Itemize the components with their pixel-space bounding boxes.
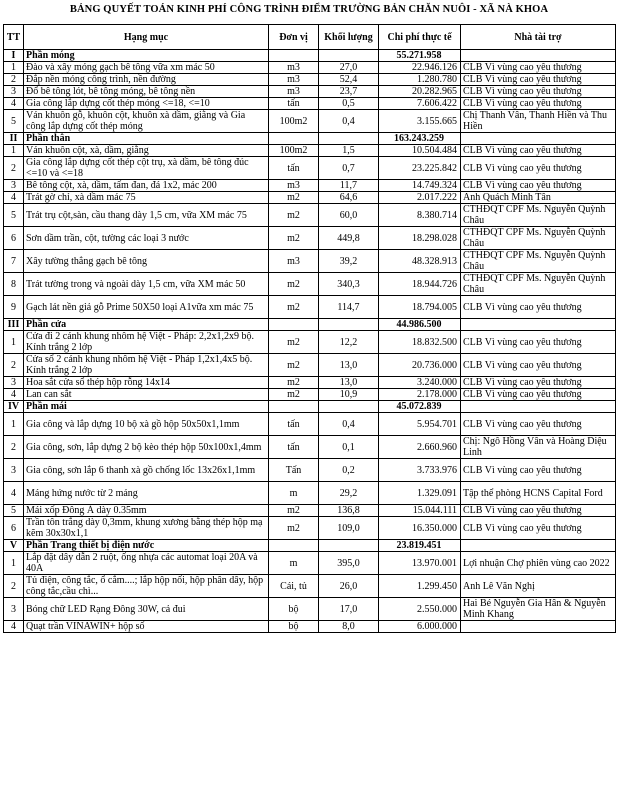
row-sponsor: Anh Lê Văn Nghị xyxy=(461,575,616,598)
table-row xyxy=(4,250,616,273)
section-total: 163.243.259 xyxy=(379,133,461,145)
row-number: 1 xyxy=(4,413,24,436)
section-total: 55.271.958 xyxy=(379,50,461,62)
row-unit: bộ xyxy=(269,598,319,621)
row-cost: 18.298.028 xyxy=(379,227,461,250)
row-number: 3 xyxy=(4,377,24,389)
row-sponsor: CLB Vì vùng cao yêu thương xyxy=(461,157,616,180)
section-title: Phần thân xyxy=(24,133,269,145)
row-unit: m2 xyxy=(269,296,319,319)
table-row xyxy=(4,74,616,86)
row-number: 1 xyxy=(4,62,24,74)
row-quantity: 60,0 xyxy=(319,204,379,227)
section-number: II xyxy=(4,133,24,145)
row-number: 4 xyxy=(4,389,24,401)
row-number: 3 xyxy=(4,180,24,192)
row-cost: 2.550.000 xyxy=(379,598,461,621)
row-quantity: 26,0 xyxy=(319,575,379,598)
row-cost: 5.954.701 xyxy=(379,413,461,436)
row-sponsor: CLB Vì vùng cao yêu thương xyxy=(461,62,616,74)
row-quantity: 0,2 xyxy=(319,459,379,482)
row-item: Lan can sắt xyxy=(24,389,269,401)
document-title: BẢNG QUYẾT TOÁN KINH PHÍ CÔNG TRÌNH ĐIỂM TRƯỜNG BẢN CHĂN NUÔI - XÃ NÀ KHOA xyxy=(69,4,549,15)
row-item: Lắp đặt dây dẫn 2 ruột, ống nhựa các automat loại 20A và 40A xyxy=(24,552,269,575)
row-number: 4 xyxy=(4,621,24,633)
row-item: Gia công lắp dựng cốt thép cột trụ, xà dầm, bê tông đúc <=10 và <=18 xyxy=(24,157,269,180)
row-item: Trát trụ cột,sàn, cầu thang dày 1,5 cm, vữa XM mác 75 xyxy=(24,204,269,227)
section-title: Phần Trang thiết bị điện nước xyxy=(24,540,269,552)
row-unit: 100m2 xyxy=(269,145,319,157)
row-sponsor: CLB Vì vùng cao yêu thương xyxy=(461,517,616,540)
row-quantity: 13,0 xyxy=(319,377,379,389)
row-cost: 18.832.500 xyxy=(379,331,461,354)
row-number: 4 xyxy=(4,482,24,505)
table-row xyxy=(4,621,616,633)
row-quantity: 39,2 xyxy=(319,250,379,273)
row-quantity: 449,8 xyxy=(319,227,379,250)
table-row xyxy=(4,482,616,505)
row-sponsor: CLB Vì vùng cao yêu thương xyxy=(461,98,616,110)
row-number: 8 xyxy=(4,273,24,296)
header-item: Hạng mục xyxy=(24,25,269,50)
row-quantity: 340,3 xyxy=(319,273,379,296)
row-item: Hoa sắt cửa sổ thép hộp rỗng 14x14 xyxy=(24,377,269,389)
row-number: 6 xyxy=(4,517,24,540)
row-unit: bộ xyxy=(269,621,319,633)
table-row xyxy=(4,110,616,133)
table-row xyxy=(4,296,616,319)
row-number: 5 xyxy=(4,204,24,227)
section-unit xyxy=(269,133,319,145)
row-number: 4 xyxy=(4,98,24,110)
row-number: 5 xyxy=(4,505,24,517)
row-quantity: 23,7 xyxy=(319,86,379,98)
table-row xyxy=(4,354,616,377)
row-quantity: 0,7 xyxy=(319,157,379,180)
section-title: Phần móng xyxy=(24,50,269,62)
row-unit: tấn xyxy=(269,157,319,180)
row-cost: 7.606.422 xyxy=(379,98,461,110)
row-unit: m2 xyxy=(269,389,319,401)
row-sponsor: Chị Thanh Vân, Thanh Hiền và Thu Hiền xyxy=(461,110,616,133)
row-number: 1 xyxy=(4,552,24,575)
row-quantity: 10,9 xyxy=(319,389,379,401)
row-item: Trát gờ chỉ, xà dầm mác 75 xyxy=(24,192,269,204)
section-total: 23.819.451 xyxy=(379,540,461,552)
row-number: 1 xyxy=(4,331,24,354)
row-quantity: 0,4 xyxy=(319,110,379,133)
row-quantity: 64,6 xyxy=(319,192,379,204)
section-title: Phần cửa xyxy=(24,319,269,331)
row-sponsor: CLB Vì vùng cao yêu thương xyxy=(461,296,616,319)
section-sponsor xyxy=(461,319,616,331)
table-row xyxy=(4,436,616,459)
row-unit: m xyxy=(269,552,319,575)
header-qty: Khối lượng xyxy=(319,25,379,50)
table-row xyxy=(4,145,616,157)
section-row xyxy=(4,133,616,145)
row-unit: m3 xyxy=(269,86,319,98)
table-body xyxy=(4,50,616,633)
row-number: 3 xyxy=(4,598,24,621)
row-unit: m2 xyxy=(269,517,319,540)
row-unit: m3 xyxy=(269,62,319,74)
table-row xyxy=(4,377,616,389)
row-sponsor: CLB Vì vùng cao yêu thương xyxy=(461,331,616,354)
row-cost: 1.299.450 xyxy=(379,575,461,598)
row-item: Gia công, sơn lắp 6 thanh xà gồ chống lốc 13x26x1,1mm xyxy=(24,459,269,482)
section-title: Phần mái xyxy=(24,401,269,413)
row-sponsor: CLB Vì vùng cao yêu thương xyxy=(461,389,616,401)
row-cost: 8.380.714 xyxy=(379,204,461,227)
row-item: Ván khuôn cột, xà, dầm, giằng xyxy=(24,145,269,157)
row-number: 4 xyxy=(4,192,24,204)
row-sponsor: Tập thể phòng HCNS Capital Ford xyxy=(461,482,616,505)
row-quantity: 11,7 xyxy=(319,180,379,192)
row-quantity: 27,0 xyxy=(319,62,379,74)
row-item: Gia công và lắp dựng 10 bộ xà gồ hộp 50x50x1,1mm xyxy=(24,413,269,436)
row-sponsor: Lợi nhuận Chợ phiên vùng cao 2022 xyxy=(461,552,616,575)
row-item: Gia công lắp dựng cốt thép móng <=18, <=10 xyxy=(24,98,269,110)
row-unit: 100m2 xyxy=(269,110,319,133)
row-unit: m2 xyxy=(269,227,319,250)
row-quantity: 29,2 xyxy=(319,482,379,505)
row-cost: 10.504.484 xyxy=(379,145,461,157)
row-unit: tấn xyxy=(269,436,319,459)
row-sponsor: CLB Vì vùng cao yêu thương xyxy=(461,413,616,436)
header-tt: TT xyxy=(4,25,24,50)
row-unit: m2 xyxy=(269,204,319,227)
row-sponsor: CLB Vì vùng cao yêu thương xyxy=(461,74,616,86)
row-cost: 15.044.111 xyxy=(379,505,461,517)
row-unit: m2 xyxy=(269,354,319,377)
row-cost: 2.017.222 xyxy=(379,192,461,204)
section-qty xyxy=(319,133,379,145)
row-quantity: 395,0 xyxy=(319,552,379,575)
section-number: I xyxy=(4,50,24,62)
row-cost: 18.944.726 xyxy=(379,273,461,296)
row-cost: 16.350.000 xyxy=(379,517,461,540)
row-unit: tấn xyxy=(269,413,319,436)
row-sponsor: CLB Vì vùng cao yêu thương xyxy=(461,505,616,517)
row-number: 3 xyxy=(4,459,24,482)
row-item: Đổ bê tông lót, bê tông móng, bê tông nền xyxy=(24,86,269,98)
row-item: Mái xốp Đông Á dày 0.35mm xyxy=(24,505,269,517)
row-unit: m3 xyxy=(269,180,319,192)
row-item: Bóng chữ LED Rạng Đông 30W, cả đui xyxy=(24,598,269,621)
section-sponsor xyxy=(461,133,616,145)
row-number: 3 xyxy=(4,86,24,98)
row-item: Ván khuôn gỗ, khuôn cột, khuôn xà dầm, giằng và Gia công lắp dựng cốt thép móng xyxy=(24,110,269,133)
row-quantity: 13,0 xyxy=(319,354,379,377)
section-sponsor xyxy=(461,540,616,552)
row-quantity: 17,0 xyxy=(319,598,379,621)
header-cost: Chi phí thực tế xyxy=(379,25,461,50)
row-sponsor xyxy=(461,621,616,633)
row-item: Cửa đi 2 cánh khung nhôm hệ Việt - Pháp: 2,2x1,2x9 bộ. Kính trắng 2 lớp xyxy=(24,331,269,354)
row-sponsor: CLB Vì vùng cao yêu thương xyxy=(461,377,616,389)
row-unit: m2 xyxy=(269,377,319,389)
header-sponsor: Nhà tài trợ xyxy=(461,25,616,50)
row-item: Gạch lát nền giả gỗ Prime 50X50 loại A1vữa xm mác 75 xyxy=(24,296,269,319)
row-cost: 1.329.091 xyxy=(379,482,461,505)
section-total: 45.072.839 xyxy=(379,401,461,413)
section-qty xyxy=(319,540,379,552)
row-item: Đào và xây móng gạch bê tông vữa xm mác 50 xyxy=(24,62,269,74)
row-quantity: 8,0 xyxy=(319,621,379,633)
table-row xyxy=(4,273,616,296)
section-qty xyxy=(319,319,379,331)
row-quantity: 12,2 xyxy=(319,331,379,354)
row-quantity: 1,5 xyxy=(319,145,379,157)
row-cost: 22.946.126 xyxy=(379,62,461,74)
section-unit xyxy=(269,540,319,552)
section-sponsor xyxy=(461,401,616,413)
table-row xyxy=(4,413,616,436)
row-cost: 3.155.665 xyxy=(379,110,461,133)
section-sponsor xyxy=(461,50,616,62)
table-row xyxy=(4,505,616,517)
row-cost: 20.736.000 xyxy=(379,354,461,377)
section-row xyxy=(4,50,616,62)
table-row xyxy=(4,552,616,575)
row-cost: 3.240.000 xyxy=(379,377,461,389)
row-quantity: 0,5 xyxy=(319,98,379,110)
row-item: Gia công, sơn, lắp dựng 2 bộ kèo thép hộp 50x100x1,4mm xyxy=(24,436,269,459)
row-cost: 23.225.842 xyxy=(379,157,461,180)
row-cost: 48.328.913 xyxy=(379,250,461,273)
row-item: Xây tường thẳng gạch bê tông xyxy=(24,250,269,273)
row-sponsor: CLB Vì vùng cao yêu thương xyxy=(461,86,616,98)
section-total: 44.986.500 xyxy=(379,319,461,331)
row-sponsor: CLB Vì vùng cao yêu thương xyxy=(461,180,616,192)
row-cost: 20.282.965 xyxy=(379,86,461,98)
section-qty xyxy=(319,50,379,62)
row-item: Cửa sổ 2 cánh khung nhôm hệ Việt - Pháp 1,2x1,4x5 bộ. Kính trắng 2 lớp xyxy=(24,354,269,377)
row-cost: 18.794.005 xyxy=(379,296,461,319)
table-header-row xyxy=(4,25,616,50)
row-quantity: 0,1 xyxy=(319,436,379,459)
row-quantity: 136,8 xyxy=(319,505,379,517)
table-row xyxy=(4,459,616,482)
row-unit: m3 xyxy=(269,74,319,86)
row-unit: m2 xyxy=(269,192,319,204)
row-item: Quạt trần VINAWIN+ hộp số xyxy=(24,621,269,633)
section-number: IV xyxy=(4,401,24,413)
row-number: 6 xyxy=(4,227,24,250)
row-sponsor: CTHĐQT CPF Ms. Nguyễn Quỳnh Châu xyxy=(461,273,616,296)
row-sponsor: Hai Bé Nguyễn Gia Hân & Nguyễn Minh Khang xyxy=(461,598,616,621)
row-quantity: 109,0 xyxy=(319,517,379,540)
row-quantity: 0,4 xyxy=(319,413,379,436)
row-number: 2 xyxy=(4,354,24,377)
section-unit xyxy=(269,50,319,62)
table-row xyxy=(4,598,616,621)
row-cost: 3.733.976 xyxy=(379,459,461,482)
row-sponsor: CLB Vì vùng cao yêu thương xyxy=(461,354,616,377)
row-unit: Cái, tủ xyxy=(269,575,319,598)
row-cost: 6.000.000 xyxy=(379,621,461,633)
section-qty xyxy=(319,401,379,413)
row-number: 2 xyxy=(4,436,24,459)
settlement-table xyxy=(3,24,616,633)
row-unit: m2 xyxy=(269,505,319,517)
row-unit: Tấn xyxy=(269,459,319,482)
row-sponsor: CLB Vì vùng cao yêu thương xyxy=(461,459,616,482)
table-row xyxy=(4,227,616,250)
row-number: 2 xyxy=(4,575,24,598)
row-item: Bê tông cột, xà, dầm, tấm đan, đá 1x2, mác 200 xyxy=(24,180,269,192)
table-row xyxy=(4,517,616,540)
section-unit xyxy=(269,319,319,331)
table-row xyxy=(4,62,616,74)
table-row xyxy=(4,180,616,192)
row-number: 9 xyxy=(4,296,24,319)
section-number: III xyxy=(4,319,24,331)
row-item: Tủ điện, công tắc, ổ cắm....; lắp hộp nối, hộp phân dây, hộp công tắc,cầu chì... xyxy=(24,575,269,598)
row-sponsor: CLB Vì vùng cao yêu thương xyxy=(461,145,616,157)
row-item: Sơn dầm trần, cột, tường các loại 3 nước xyxy=(24,227,269,250)
row-sponsor: CTHĐQT CPF Ms. Nguyễn Quỳnh Châu xyxy=(461,250,616,273)
row-sponsor: CTHĐQT CPF Ms. Nguyễn Quỳnh Châu xyxy=(461,227,616,250)
row-cost: 2.660.960 xyxy=(379,436,461,459)
row-cost: 2.178.000 xyxy=(379,389,461,401)
row-sponsor: Anh Quách Minh Tân xyxy=(461,192,616,204)
table-row xyxy=(4,575,616,598)
header-unit: Đơn vị xyxy=(269,25,319,50)
row-unit: m3 xyxy=(269,250,319,273)
table-row xyxy=(4,331,616,354)
section-row xyxy=(4,540,616,552)
row-unit: m2 xyxy=(269,331,319,354)
table-row xyxy=(4,204,616,227)
row-sponsor: CTHĐQT CPF Ms. Nguyễn Quỳnh Châu xyxy=(461,204,616,227)
row-unit: m2 xyxy=(269,273,319,296)
table-row xyxy=(4,157,616,180)
section-unit xyxy=(269,401,319,413)
section-number: V xyxy=(4,540,24,552)
row-quantity: 114,7 xyxy=(319,296,379,319)
row-number: 7 xyxy=(4,250,24,273)
row-number: 2 xyxy=(4,157,24,180)
row-item: Máng hứng nước từ 2 mảng xyxy=(24,482,269,505)
row-cost: 14.749.324 xyxy=(379,180,461,192)
section-row xyxy=(4,401,616,413)
table-row xyxy=(4,192,616,204)
row-cost: 1.280.780 xyxy=(379,74,461,86)
table-row xyxy=(4,389,616,401)
row-number: 1 xyxy=(4,145,24,157)
row-sponsor: Chị: Ngô Hồng Vân và Hoàng Diệu Linh xyxy=(461,436,616,459)
row-unit: m xyxy=(269,482,319,505)
section-row xyxy=(4,319,616,331)
row-number: 5 xyxy=(4,110,24,133)
row-cost: 13.970.001 xyxy=(379,552,461,575)
table-row xyxy=(4,86,616,98)
table-row xyxy=(4,98,616,110)
row-unit: tấn xyxy=(269,98,319,110)
row-quantity: 52,4 xyxy=(319,74,379,86)
row-item: Trát tường trong và ngoài dày 1,5 cm, vữa XM mác 50 xyxy=(24,273,269,296)
row-number: 2 xyxy=(4,74,24,86)
row-item: Đắp nền móng công trình, nền đường xyxy=(24,74,269,86)
row-item: Trần tôn trắng dày 0,3mm, khung xương bằng thép hộp mạ kẽm 30x30x1,1 xyxy=(24,517,269,540)
